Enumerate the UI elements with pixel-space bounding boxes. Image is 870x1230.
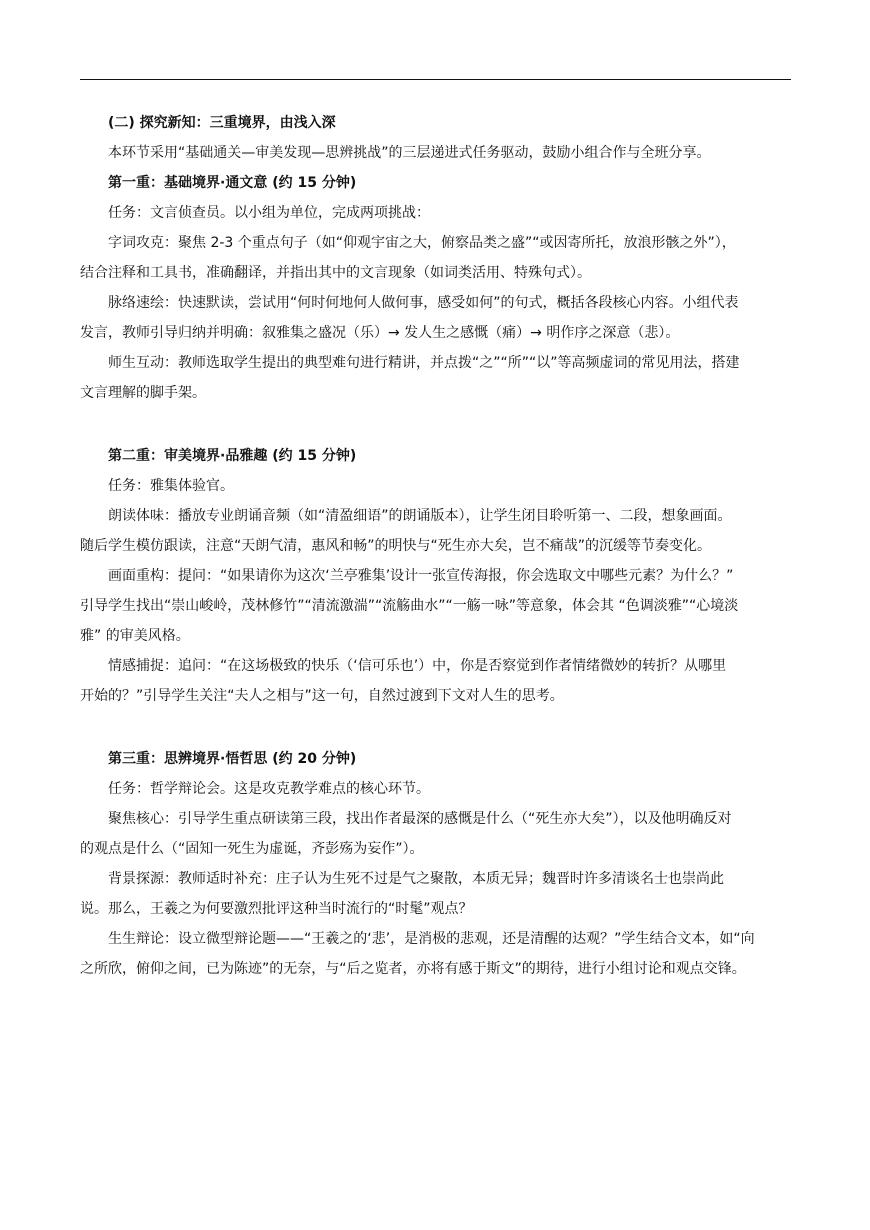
paragraph-line: 生生辩论：设立微型辩论题——“王羲之的‘悲’，是消极的悲观，还是清醒的达观？”学生结合文本，如“向: [108, 931, 755, 947]
paragraph-line: 背景探源：教师适时补充：庄子认为生死不过是气之聚散，本质无异；魏晋时许多清谈名士也崇尚此: [108, 871, 724, 887]
paragraph-line: 随后学生模仿跟读，注意“天朗气清，惠风和畅”的明快与“死生亦大矣，岂不痛哉”的沉缓等节奏变化。: [80, 538, 712, 554]
paragraph-line: 聚焦核心：引导学生重点研读第三段，找出作者最深的感慨是什么（“死生亦大矣”），以及他明确反对: [108, 811, 732, 827]
paragraph-line: 朗读体味：播放专业朗诵音频（如“清盈细语”的朗诵版本），让学生闭目聆听第一、二段，想象画面。: [108, 508, 732, 524]
paragraph-line: 师生互动：教师选取学生提出的典型难句进行精讲，并点拨“之”“所”“以”等高频虚词的常见用法，搭建: [108, 355, 740, 371]
paragraph-line: 发言，教师引导归纳并明确：叙雅集之盛况（乐）→ 发人生之感慨（痛）→ 明作序之深意（悲）。: [80, 325, 680, 341]
document-body: [80, 108, 791, 984]
paragraph-line: 字词攻克：聚焦 2-3 个重点句子（如“仰观宇宙之大，俯察品类之盛”“或因寄所托，放浪形骸之外”），: [108, 235, 736, 251]
paragraph-line: 引导学生找出“崇山峻岭，茂林修竹”“清流激湍”“流觞曲水”“一觞一咏”等意象，体会其 “色调淡雅”“心境淡: [80, 598, 739, 614]
paragraph-line: 本环节采用“基础通关—审美发现—思辨挑战”的三层递进式任务驱动，鼓励小组合作与全班分享。: [108, 145, 711, 161]
paragraph-line: 开始的？”引导学生关注“夫人之相与”这一句，自然过渡到下文对人生的思考。: [80, 688, 564, 704]
section-heading: 第一重：基础境界·通文意 (约 15 分钟): [108, 175, 357, 191]
paragraph-line: 说。那么，王羲之为何要激烈批评这种当时流行的“时髦”观点？: [80, 901, 473, 917]
paragraph-line: 任务：雅集体验官。: [108, 478, 234, 494]
header-rule: [80, 79, 791, 80]
paragraph-line: 画面重构：提问：“如果请你为这次‘兰亭雅集’设计一张宣传海报，你会选取文中哪些元素？为什么？”: [108, 568, 734, 584]
paragraph-line: 情感捕捉：追问：“在这场极致的快乐（‘信可乐也’）中，你是否察觉到作者情绪微妙的转折？从哪里: [108, 658, 727, 674]
paragraph-line: 脉络速绘：快速默读，尝试用“何时何地何人做何事，感受如何”的句式，概括各段核心内容。小组代表: [108, 295, 739, 311]
paragraph-line: 结合注释和工具书，准确翻译，并指出其中的文言现象（如词类活用、特殊句式）。: [80, 265, 591, 281]
paragraph-line: 文言理解的脚手架。: [80, 385, 206, 401]
section-heading: 第二重：审美境界·品雅趣 (约 15 分钟): [108, 448, 357, 464]
paragraph-line: 雅” 的审美风格。: [80, 628, 190, 644]
section-heading: 第三重：思辨境界·悟哲思 (约 20 分钟): [108, 751, 357, 767]
section-spacer: [80, 711, 791, 744]
paragraph-line: 的观点是什么（“固知一死生为虚诞，齐彭殇为妄作”）。: [80, 841, 424, 857]
section-spacer: [80, 408, 791, 441]
section-heading: (二) 探究新知：三重境界，由浅入深: [108, 115, 336, 131]
paragraph-line: 任务：文言侦查员。以小组为单位，完成两项挑战：: [108, 205, 430, 221]
paragraph-line: 之所欣，俯仰之间，已为陈迹”的无奈，与“后之览者，亦将有感于斯文”的期待，进行小组讨论和观点交锋。: [80, 961, 746, 977]
paragraph-line: 任务：哲学辩论会。这是攻克教学难点的核心环节。: [108, 781, 430, 797]
